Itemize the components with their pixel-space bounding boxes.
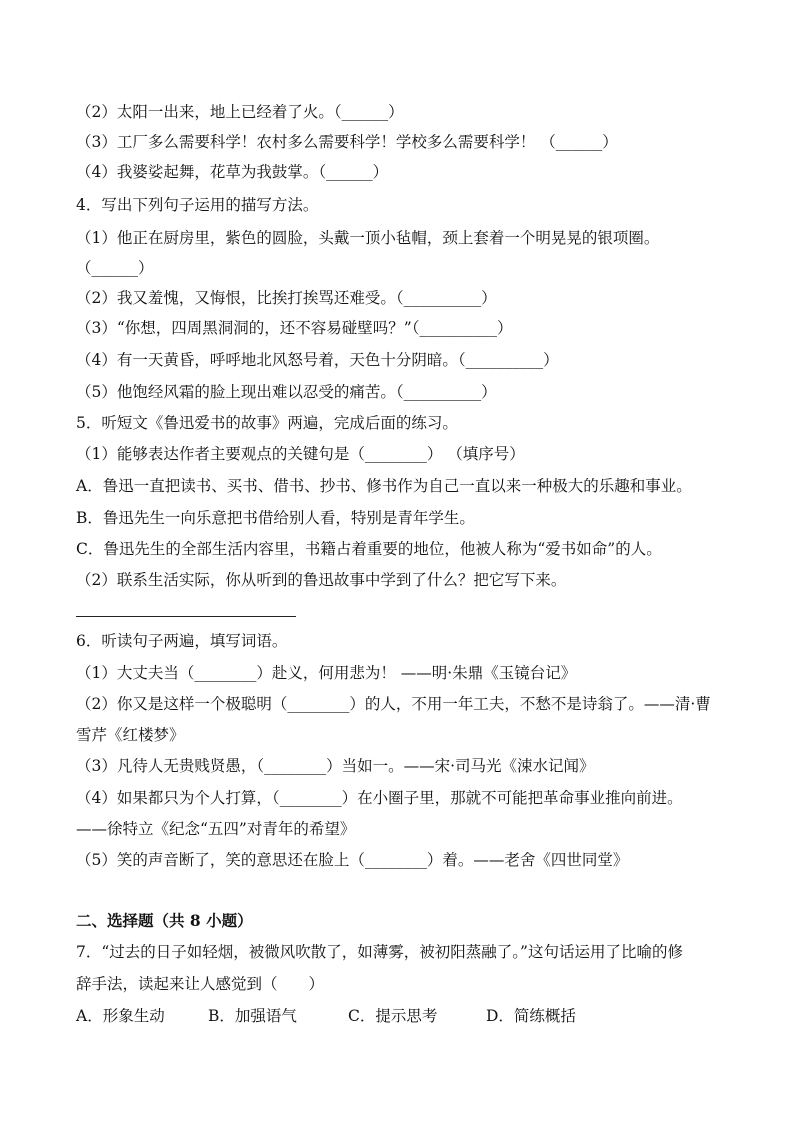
q7-option-c: C．提示思考 bbox=[348, 1007, 438, 1025]
q3-item-4: （4）我婆娑起舞，花草为我鼓掌。（______） bbox=[76, 163, 389, 181]
q7-option-a: A．形象生动 bbox=[76, 1007, 165, 1025]
q6-item-4-cont: ——徐特立《纪念“五四”对青年的希望》 bbox=[76, 820, 356, 838]
q4-item-3: （3）“你想，四周黑洞洞的，还不容易碰壁吗？”（__________） bbox=[76, 319, 513, 337]
q5-option-c: C．鲁迅先生的全部生活内容里，书籍占着重要的地位，他被人称为“爱书如命”的人。 bbox=[76, 540, 662, 558]
q5-item-1: （1）能够表达作者主要观点的关键句是（________） （填序号） bbox=[76, 445, 525, 463]
q7-stem-line1: 7．“过去的日子如轻烟，被微风吹散了，如薄雾，被初阳蒸融了。”这句话运用了比喻的修 bbox=[76, 943, 683, 961]
q3-item-3: （3）工厂多么需要科学！农村多么需要科学！学校多么需要科学！ （______） bbox=[76, 133, 618, 151]
q4-item-2: （2）我又羞愧，又悔恨，比挨打挨骂还难受。（__________） bbox=[76, 289, 497, 307]
q5-option-a: A．鲁迅一直把读书、买书、借书、抄书、修书作为自己一直以来一种极大的乐趣和事业。 bbox=[76, 477, 692, 495]
q4-item-4: （4）有一天黄昏，呼呼地北风怒号着，天色十分阴暗。（__________） bbox=[76, 351, 559, 369]
q5-option-b: B．鲁迅先生一向乐意把书借给别人看，特别是青年学生。 bbox=[76, 509, 475, 527]
q6-item-2: （2）你又是这样一个极聪明（________）的人，不用一年工夫，不愁不是诗翁了。——清·曹 bbox=[76, 695, 711, 713]
q7-option-d: D．简练概括 bbox=[486, 1007, 576, 1025]
section-two-heading: 二、选择题（共 8 小题） bbox=[76, 911, 253, 930]
q6-item-5: （5）笑的声音断了，笑的意思还在脸上（________）着。——老舍《四世同堂》 bbox=[76, 851, 629, 869]
answer-line bbox=[76, 616, 296, 617]
q4-item-1-blank: （______） bbox=[76, 259, 154, 277]
q5-item-2: （2）联系生活实际，你从听到的鲁迅故事中学到了什么？把它写下来。 bbox=[76, 571, 567, 589]
q4-item-1: （1）他正在厨房里，紫色的圆脸，头戴一顶小毡帽，颈上套着一个明晃晃的银项圈。 bbox=[76, 229, 660, 247]
q7-option-b: B．加强语气 bbox=[208, 1007, 297, 1025]
q5-heading: 5．听短文《鲁迅爱书的故事》两遍，完成后面的练习。 bbox=[76, 414, 458, 432]
q4-heading: 4．写出下列句子运用的描写方法。 bbox=[76, 196, 319, 214]
q6-heading: 6．听读句子两遍，填写词语。 bbox=[76, 632, 288, 650]
q6-item-4: （4）如果都只为个人打算，（________）在小圈子里，那就不可能把革命事业推向前进。 bbox=[76, 789, 683, 807]
q4-item-5: （5）他饱经风霜的脸上现出难以忍受的痛苦。（__________） bbox=[76, 383, 497, 401]
q3-item-2: （2）太阳一出来，地上已经着了火。（______） bbox=[76, 103, 404, 121]
q6-item-1: （1）大丈夫当（________）赴义，何用悲为！ ——明·朱鼎《玉镜台记》 bbox=[76, 664, 577, 682]
q6-item-2-cont: 雪芹《红楼梦》 bbox=[76, 726, 185, 744]
q6-item-3: （3）凡待人无贵贱贤愚，（________）当如一。——宋·司马光《涑水记闻》 bbox=[76, 757, 595, 775]
q7-stem-line2: 辞手法，读起来让人感觉到（ ） bbox=[76, 975, 325, 993]
